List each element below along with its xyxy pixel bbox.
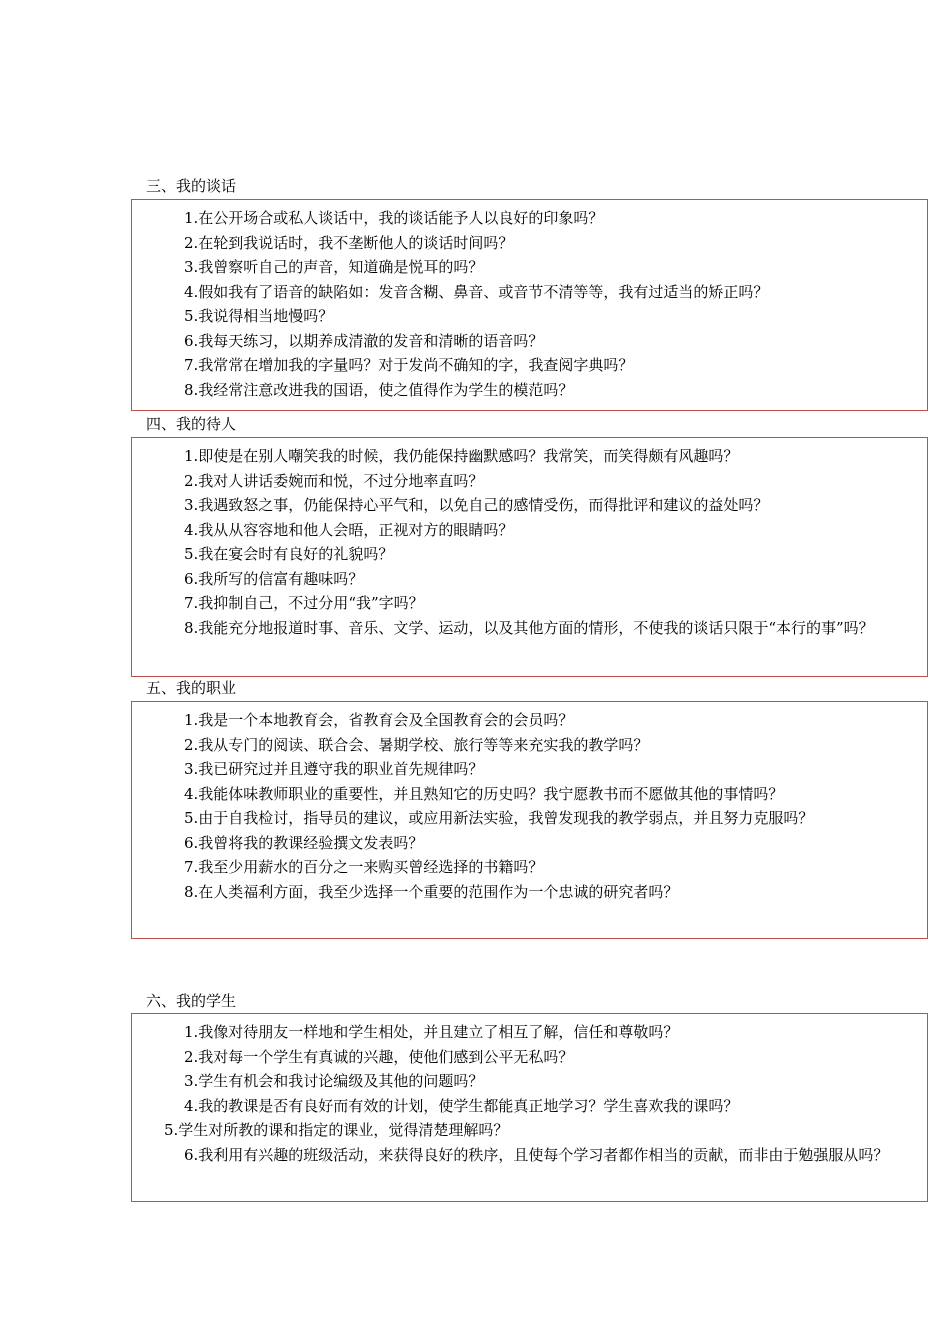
- checklist-item: 2.我对人讲话委婉而和悦，不过分地率直吗？: [184, 471, 484, 490]
- checklist-item: 6.我利用有兴趣的班级活动，来获得良好的秩序，且使每个学习者都作相当的贡献，而非由于勉强服从吗？: [184, 1145, 889, 1164]
- section-title-treating-others: 四、我的待人: [146, 415, 237, 433]
- checklist-item: 1.我像对待朋友一样地和学生相处，并且建立了相互了解，信任和尊敬吗？: [184, 1023, 679, 1041]
- checklist-item: 4.我的教课是否有良好而有效的计划，使学生都能真正地学习？学生喜欢我的课吗？: [184, 1096, 739, 1115]
- checklist-item: 5.我在宴会时有良好的礼貌吗？: [184, 545, 394, 563]
- checklist-item: 8.我能充分地报道时事、音乐、文学、运动，以及其他方面的情形，不使我的谈话只限于“本行的事”吗？: [184, 618, 874, 637]
- checklist-item: 3.学生有机会和我讨论编级及其他的问题吗？: [184, 1072, 484, 1090]
- section-title-conversation: 三、我的谈话: [146, 177, 237, 195]
- checklist-item: 1.我是一个本地教育会，省教育会及全国教育会的会员吗？: [184, 711, 574, 729]
- checklist-item: 3.我曾察听自己的声音，知道确是悦耳的吗？: [184, 258, 484, 276]
- checklist-item: 2.在轮到我说话时，我不垄断他人的谈话时间吗？: [184, 233, 514, 252]
- checklist-item: 1.在公开场合或私人谈话中，我的谈话能予人以良好的印象吗？: [184, 209, 604, 227]
- checklist-item: 5.学生对所教的课和指定的课业，觉得清楚理解吗？: [164, 1121, 509, 1139]
- checklist-item: 7.我常常在增加我的字量吗？对于发尚不确知的字，我查阅字典吗？: [184, 356, 634, 374]
- section-title-students: 六、我的学生: [146, 992, 237, 1010]
- checklist-box-students: [131, 1013, 928, 1202]
- checklist-item: 1.即使是在别人嘲笑我的时候，我仍能保持幽默感吗？我常笑，而笑得颇有风趣吗？: [184, 447, 739, 465]
- checklist-item: 5.由于自我检讨，指导员的建议，或应用新法实验，我曾发现我的教学弱点，并且努力克服吗？: [184, 809, 814, 827]
- section-title-profession: 五、我的职业: [146, 679, 237, 697]
- checklist-item: 7.我至少用薪水的百分之一来购买曾经选择的书籍吗？: [184, 858, 544, 876]
- checklist-box-conversation: [131, 199, 928, 411]
- checklist-item: 8.我经常注意改进我的国语，使之值得作为学生的模范吗？: [184, 380, 574, 399]
- checklist-item: 2.我从专门的阅读、联合会、暑期学校、旅行等等来充实我的教学吗？: [184, 735, 649, 754]
- checklist-item: 2.我对每一个学生有真诚的兴趣，使他们感到公平无私吗？: [184, 1047, 574, 1066]
- checklist-item: 4.我从从容容地和他人会晤，正视对方的眼睛吗？: [184, 520, 514, 539]
- checklist-item: 6.我每天练习，以期养成清澈的发音和清晰的语音吗？: [184, 331, 544, 350]
- checklist-item: 8.在人类福利方面，我至少选择一个重要的范围作为一个忠诚的研究者吗？: [184, 882, 679, 901]
- checklist-item: 3.我遇致怒之事，仍能保持心平气和，以免自己的感情受伤，而得批评和建议的益处吗？: [184, 496, 769, 514]
- checklist-item: 4.我能体味教师职业的重要性，并且熟知它的历史吗？我宁愿教书而不愿做其他的事情吗？: [184, 784, 784, 803]
- checklist-item: 5.我说得相当地慢吗？: [184, 307, 334, 325]
- checklist-item: 7.我抑制自己，不过分用“我”字吗？: [184, 594, 424, 612]
- checklist-item: 4.假如我有了语音的缺陷如：发音含糊、鼻音、或音节不清等等，我有过适当的矫正吗？: [184, 282, 769, 301]
- checklist-box-profession: [131, 701, 928, 939]
- checklist-item: 3.我已研究过并且遵守我的职业首先规律吗？: [184, 760, 484, 778]
- checklist-box-treating-others: [131, 437, 928, 677]
- checklist-item: 6.我曾将我的教课经验撰文发表吗？: [184, 833, 424, 852]
- checklist-item: 6.我所写的信富有趣味吗？: [184, 569, 364, 588]
